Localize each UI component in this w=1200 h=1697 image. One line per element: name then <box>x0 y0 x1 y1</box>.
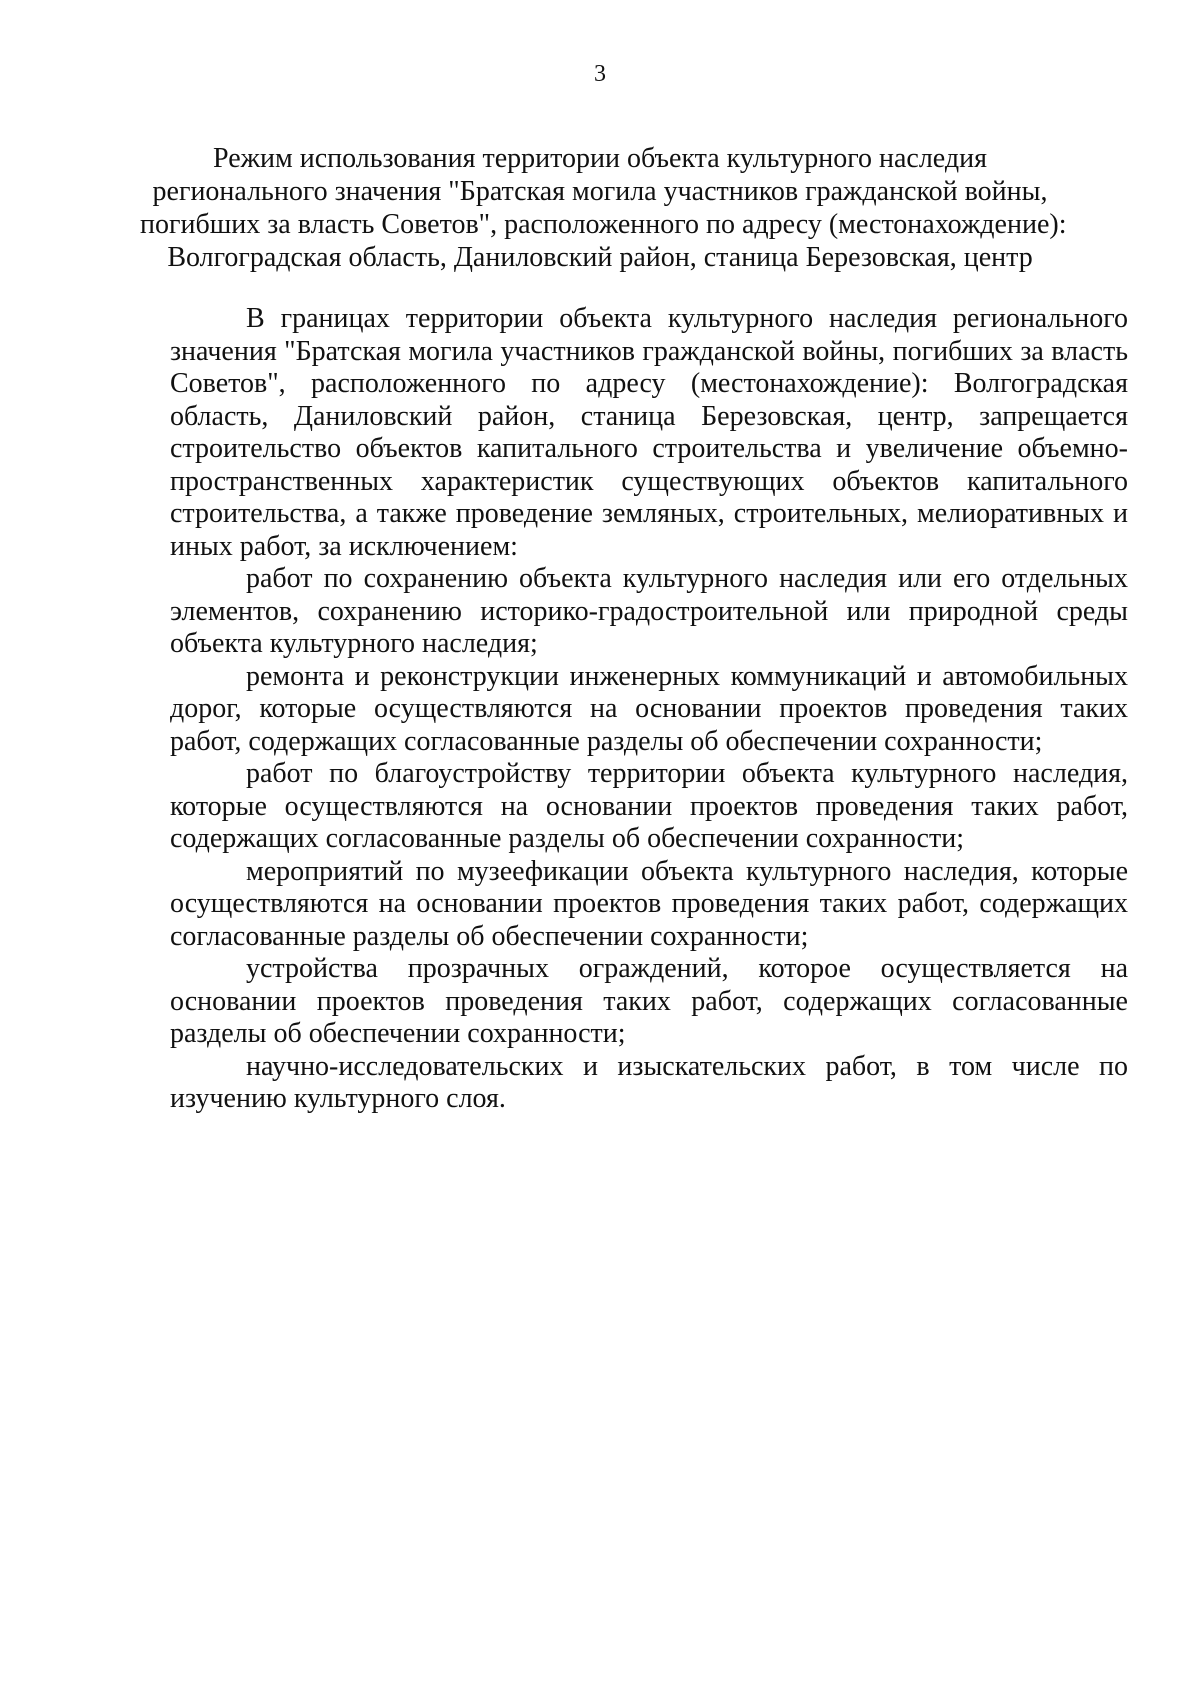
exception-item-fences: устройства прозрачных ограждений, которое осуществляется на основании проектов проведения таких работ, содержащих согласованные разделы об обеспечении сохранности; <box>170 953 1128 1049</box>
title-line: Волгоградская область, Даниловский район, станица Березовская, центр <box>167 242 1033 273</box>
page-number: 3 <box>594 61 606 87</box>
exception-item-landscaping: работ по благоустройству территории объекта культурного наследия, которые осуществляются на основании проектов проведения таких работ, содержащих согласованные разделы об обеспечении сохранности; <box>170 758 1128 854</box>
exception-item-preservation: работ по сохранению объекта культурного наследия или его отдельных элементов, сохранению историко-градостроительной или природной среды объекта культурного наследия; <box>170 563 1128 659</box>
exception-item-repair: ремонта и реконструкции инженерных коммуникаций и автомобильных дорог, которые осуществляются на основании проектов проведения таких работ, содержащих согласованные разделы об обеспечении сохранности; <box>170 660 1128 757</box>
title-line: Режим использования территории объекта культурного наследия <box>213 143 987 174</box>
title-line: регионального значения "Братская могила участников гражданской войны, <box>152 176 1048 207</box>
title-line: погибших за власть Советов", расположенного по адресу (местонахождение): <box>140 209 1067 240</box>
intro-paragraph: В границах территории объекта культурного наследия регионального значения "Братская могила участников гражданской войны, погибших за власть Советов", расположенного по адресу (местонахождение): Волгоградская область, Даниловский район, станица Березовская, центр, запрещается строительство объектов капитального строительства и увеличение объемно-пространственных характеристик существующих объектов капитального строительства, а также проведение земляных, строительных, мелиоративных и иных работ, за исключением: <box>170 303 1128 562</box>
document-body <box>170 303 1128 1116</box>
document-title <box>140 142 1067 274</box>
exception-item-museumification: мероприятий по музеефикации объекта культурного наследия, которые осуществляются на основании проектов проведения таких работ, содержащих согласованные разделы об обеспечении сохранности; <box>170 855 1128 952</box>
exception-item-research: научно-исследовательских и изыскательских работ, в том числе по изучению культурного слоя. <box>170 1050 1128 1114</box>
